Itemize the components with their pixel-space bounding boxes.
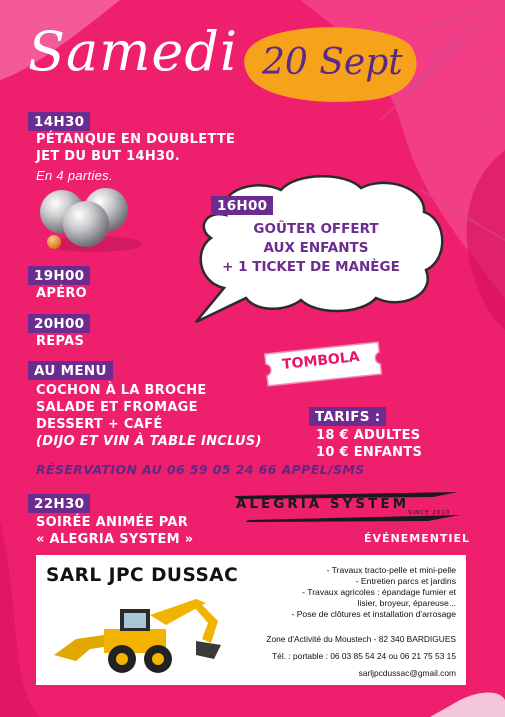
sponsor-email: sarljpcdussac@gmail.com bbox=[358, 668, 456, 678]
reservation-phone: RÉSERVATION AU 06 59 05 24 66 APPEL/SMS bbox=[36, 462, 365, 477]
menu-note: (DIJO ET VIN À TABLE INCLUS) bbox=[36, 434, 262, 449]
sponsor-service: - Pose de clôtures et installation d'arrosage bbox=[291, 609, 456, 619]
apero-label: APÉRO bbox=[36, 286, 88, 301]
sponsor-company-name: SARL JPC DUSSAC bbox=[46, 565, 239, 586]
sponsor-address: Zone d'Activité du Moustech - 82 340 BARDIGUES bbox=[266, 634, 456, 644]
gouter-line-3: + 1 TICKET DE MANÈGE bbox=[222, 259, 400, 275]
gouter-time-tag: 16H00 bbox=[211, 196, 273, 215]
sponsor-service: - Travaux tracto-pelle et mini-pelle bbox=[326, 565, 456, 575]
petanque-line-2: JET DU BUT 14H30. bbox=[36, 149, 180, 164]
sponsor-service: lisier, broyeur, épareuse... bbox=[357, 598, 456, 608]
menu-item: COCHON À LA BROCHE bbox=[36, 383, 207, 398]
tarif-adultes: 18 € ADULTES bbox=[316, 428, 421, 443]
corner-blob-bottom-right bbox=[430, 693, 505, 717]
soiree-line-2: « ALEGRIA SYSTEM » bbox=[36, 532, 194, 547]
petanque-time-tag: 14H30 bbox=[28, 112, 90, 131]
leaf-shape-bottom-left bbox=[0, 520, 40, 717]
soiree-time-tag: 22H30 bbox=[28, 494, 90, 513]
repas-label: REPAS bbox=[36, 334, 85, 349]
soiree-line-1: SOIRÉE ANIMÉE PAR bbox=[36, 515, 189, 530]
tombola-label: TOMBOLA bbox=[281, 348, 361, 374]
sponsor-service: - Travaux agricoles : épandage fumier et bbox=[302, 587, 456, 597]
backhoe-loader-image bbox=[46, 595, 224, 679]
menu-item: SALADE ET FROMAGE bbox=[36, 400, 198, 415]
sponsor-box bbox=[36, 555, 466, 685]
gouter-line-1: GOÛTER OFFERT bbox=[253, 221, 379, 237]
petanque-line-1: PÉTANQUE EN DOUBLETTE bbox=[36, 132, 236, 147]
gouter-line-2: AUX ENFANTS bbox=[263, 240, 369, 256]
alegria-since: SINCE 2010 bbox=[408, 510, 451, 516]
day-title: Samedi bbox=[28, 20, 239, 83]
sponsor-phone: Tél. : portable : 06 03 85 54 24 ou 06 21 75 53 15 bbox=[272, 651, 456, 661]
menu-heading-tag: AU MENU bbox=[28, 361, 113, 380]
menu-item: DESSERT + CAFÉ bbox=[36, 417, 163, 432]
apero-time-tag: 19H00 bbox=[28, 266, 90, 285]
petanque-note: En 4 parties. bbox=[36, 168, 113, 183]
repas-time-tag: 20H00 bbox=[28, 314, 90, 333]
tarif-enfants: 10 € ENFANTS bbox=[316, 445, 423, 460]
sponsor-service: - Entretien parcs et jardins bbox=[355, 576, 456, 586]
alegria-subtitle: ÉVÉNEMENTIEL bbox=[364, 532, 471, 545]
alegria-logo-text: ALEGRIA SYSTEM bbox=[236, 496, 410, 512]
date-text: 20 Sept bbox=[262, 42, 403, 83]
petanque-balls-image bbox=[34, 186, 144, 254]
tarifs-heading-tag: TARIFS : bbox=[309, 407, 386, 426]
